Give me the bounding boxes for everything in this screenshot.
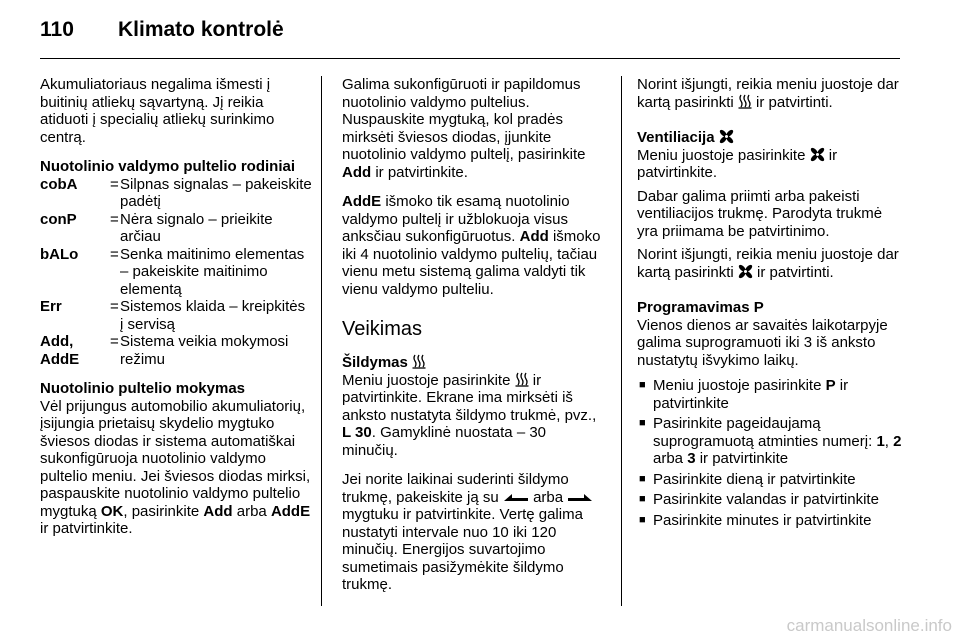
column-1 bbox=[40, 76, 312, 550]
programming-heading: Programavimas P bbox=[637, 299, 764, 316]
square-bullet-icon: ■ bbox=[639, 417, 646, 429]
square-bullet-icon: ■ bbox=[639, 513, 646, 526]
battery-disposal-text: Akumuliatoriaus negalima išmesti į buitinių atliekų sąvartyną. Jį reikia atiduoti į specialių atliekų surinkimo centrą. bbox=[40, 76, 275, 146]
remote-learning-heading: Nuotolinio pultelio mokymas bbox=[40, 380, 246, 397]
list-item: ■ Pasirinkite pageidaujamą suprogramuotą atminties numerį: 1, 2 arba 3 ir patvirtinkite bbox=[639, 415, 902, 467]
column-2 bbox=[342, 76, 604, 606]
page-number: 110 bbox=[40, 18, 74, 41]
arrow-right-icon bbox=[567, 492, 593, 504]
definition-term: bALo bbox=[40, 245, 79, 263]
fan-icon bbox=[810, 147, 825, 162]
page-title: Klimato kontrolė bbox=[118, 18, 284, 41]
definition-term: cobA bbox=[40, 175, 78, 193]
definition-text: Nėra signalo – prieikite arčiau bbox=[120, 210, 273, 245]
ventilation-duration-text: Dabar galima priimti arba pakeisti ventiliacijos trukmę. Parodyta trukmė yra priimama be patvirtinimo. bbox=[637, 187, 883, 240]
arrow-left-icon bbox=[503, 492, 529, 504]
header bbox=[40, 18, 284, 42]
column-divider-2 bbox=[621, 76, 622, 606]
definition-term: Add, AddE bbox=[40, 333, 80, 368]
column-divider-1 bbox=[321, 76, 322, 606]
square-bullet-icon: ■ bbox=[639, 493, 646, 505]
ventilation-off-text: Norint išjungti, reikia meniu juostoje dar kartą pasirinkti ir patvirtinti. bbox=[637, 246, 899, 281]
list-item: ■ Meniu juostoje pasirinkite P ir patvirtinkite bbox=[639, 377, 849, 412]
heating-duration-text: Jei norite laikinai suderinti šildymo trukmę, pakeiskite ją su arba mygtuku ir patvirtinkite. Vertę galima nustatyti intervale nuo 10 iki 120 minučių. Energijos suvartojimo sumetimais pasižymėkite šildymo trukmę. bbox=[342, 471, 604, 594]
definition-row: cobA = Silpnas signalas – pakeiskite padėtį bbox=[40, 175, 312, 210]
definition-row: conP = Nėra signalo – prieikite arčiau bbox=[40, 211, 312, 246]
message-definitions bbox=[40, 176, 312, 369]
ventilation-select-text: Meniu juostoje pasirinkite ir patvirtinkite. bbox=[637, 146, 838, 181]
learning-modes-text: AddE išmoko tik esamą nuotolinio valdymo pultelį ir užblokuoja visus anksčiau sukonfigūruotus. Add išmoko iki 4 nuotolinio valdymo pultelių, tačiau vienu metu sistemą galima valdyti tik vienu valdymo pulteliu. bbox=[342, 193, 601, 298]
ventilation-heading: Ventiliacija bbox=[637, 129, 905, 147]
heat-wave-icon bbox=[515, 372, 529, 387]
operation-heading: Veikimas bbox=[342, 318, 423, 340]
square-bullet-icon: ■ bbox=[639, 379, 646, 391]
definition-term: conP bbox=[40, 210, 77, 228]
column-3 bbox=[637, 76, 905, 532]
definition-row: Add, AddE = Sistema veikia mokymosi režimu bbox=[40, 333, 312, 368]
definition-text: Sistema veikia mokymosi režimu bbox=[120, 333, 289, 368]
list-item: ■ Pasirinkite minutes ir patvirtinkite bbox=[639, 511, 872, 529]
heating-heading: Šildymas bbox=[342, 354, 604, 372]
definition-text: Senka maitinimo elementas – pakeiskite maitinimo elementą bbox=[120, 245, 305, 298]
fan-icon bbox=[738, 264, 753, 279]
definition-row: Err = Sistemos klaida – kreipkitės į servisą bbox=[40, 298, 312, 333]
programming-text: Vienos dienos ar savaitės laikotarpyje galima suprogramuoti iki 3 iš anksto nustatytų išvykimo laikų. bbox=[637, 316, 888, 369]
heating-text: Meniu juostoje pasirinkite ir patvirtinkite. Ekrane ima mirksėti iš anksto nustatyta šildymo trukmė, pvz., L 30. Gamyklinė nuostata – 30 minučių. bbox=[342, 371, 597, 459]
square-bullet-icon: ■ bbox=[639, 472, 646, 485]
definition-term: Err bbox=[40, 298, 62, 315]
definition-row: bALo = Senka maitinimo elementas – pakeiskite maitinimo elementą bbox=[40, 246, 312, 299]
list-item: ■ Pasirinkite dieną ir patvirtinkite bbox=[639, 470, 856, 488]
remote-messages-heading: Nuotolinio valdymo pultelio rodiniai bbox=[40, 158, 295, 175]
heat-wave-icon bbox=[738, 94, 752, 109]
remote-learning-text: Vėl prijungus automobilio akumuliatorių, įsijungia prietaisų skydelio mygtuko šviesos diodas ir sistema automatiškai sukonfigūruoja nuotolinio valdymo pultelio meniu. Jei šviesos diodas mirksi, paspauskite nuotolinio valdymo pultelio mygtuką OK, pasirinkite Add arba AddE ir patvirtinkite. bbox=[40, 397, 311, 537]
header-rule bbox=[40, 58, 900, 59]
definition-text: Sistemos klaida – kreipkitės į servisą bbox=[120, 298, 306, 333]
heating-off-text: Norint išjungti, reikia meniu juostoje dar kartą pasirinkti ir patvirtinti. bbox=[637, 76, 899, 111]
additional-remotes-text: Galima sukonfigūruoti ir papildomus nuotolinio valdymo pultelius. Nuspauskite mygtuką, kol pradės mirksėti šviesos diodas, įjunkite nuotolinio valdymo pultelį, pasirinkite Add ir patvirtinkite. bbox=[342, 76, 586, 181]
heat-wave-icon bbox=[412, 354, 426, 369]
watermark: carmanualsonline.info bbox=[786, 616, 952, 635]
fan-icon bbox=[719, 129, 734, 144]
definition-text: Silpnas signalas – pakeiskite padėtį bbox=[120, 175, 312, 210]
list-item: ■ Pasirinkite valandas ir patvirtinkite bbox=[639, 491, 879, 508]
